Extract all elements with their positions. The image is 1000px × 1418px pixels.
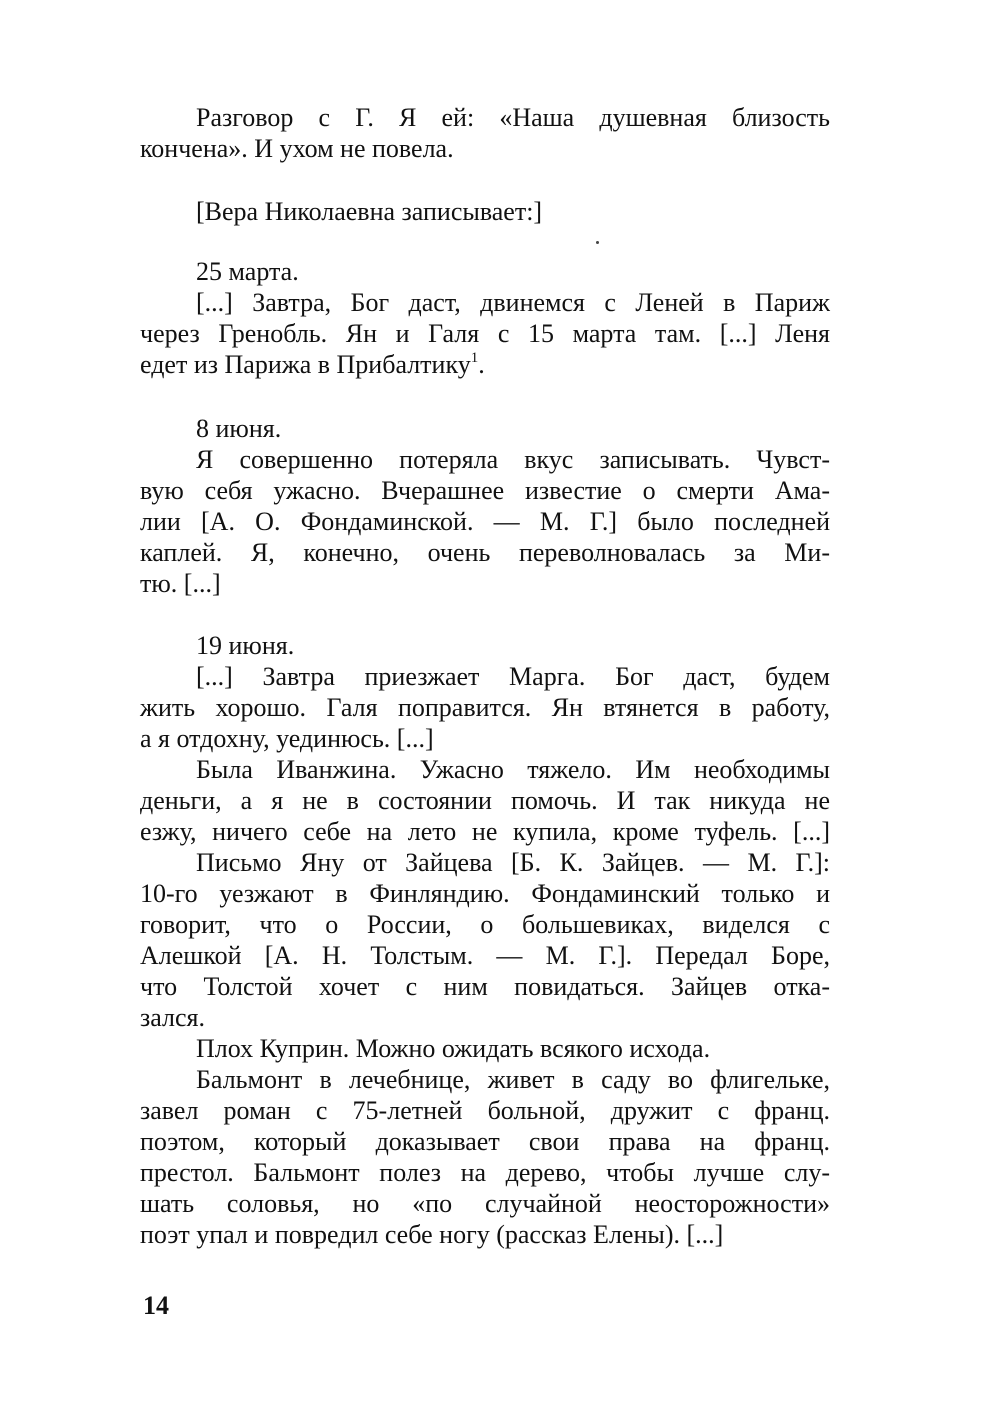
text-line: жить хорошо. Галя поправится. Ян втянется в работу,	[140, 693, 830, 722]
text-line: Я совершенно потеряла вкус записывать. Чувст-	[196, 445, 830, 474]
editorial-note	[140, 196, 830, 227]
text-line: говорит, что о России, о большевиках, виделся с	[140, 910, 830, 939]
text-line: [...] Завтра, Бог даст, двинемся с Леней в Париж	[196, 288, 830, 317]
entry-date: 25 марта.	[196, 257, 299, 286]
text-line: [Вера Николаевна записывает:]	[196, 197, 543, 226]
entry-date: 8 июня.	[196, 414, 282, 443]
text-line: Алешкой [А. Н. Толстым. — М. Г.]. Передал Боре,	[140, 941, 830, 970]
diary-entry-june-8	[140, 413, 830, 599]
text-line: каплей. Я, конечно, очень переволновалась за Ми-	[140, 538, 830, 567]
text-line: а я отдохну, уединюсь. [...]	[140, 724, 434, 753]
entry-date: 19 июня.	[196, 631, 295, 660]
text-line: завел роман с 75-летней больной, дружит с франц.	[140, 1096, 830, 1125]
text-line: Бальмонт в лечебнице, живет в саду во флигельке,	[196, 1065, 830, 1094]
text-line: лии [А. О. Фондаминской. — М. Г.] было последней	[140, 507, 830, 536]
text-line: [...] Завтра приезжает Марга. Бог даст, будем	[196, 662, 830, 691]
print-speck	[596, 241, 599, 244]
text-line: кончена». И ухом не повела.	[140, 134, 454, 163]
text-line: деньги, а я не в состоянии помочь. И так никуда не	[140, 786, 830, 815]
text-line: поэт упал и повредил себе ногу (рассказ Елены). [...]	[140, 1220, 724, 1249]
text-fragment: .	[478, 350, 485, 379]
text-line: тю. [...]	[140, 569, 221, 598]
text-line	[140, 349, 830, 380]
text-line: Плох Куприн. Можно ожидать всякого исхода.	[196, 1034, 711, 1063]
text-line: шать соловья, но «по случайной неосторожности»	[140, 1189, 830, 1218]
text-line: 10-го уезжают в Финляндию. Фондаминский только и	[140, 879, 830, 908]
text-fragment: едет из Парижа в Прибалтику	[140, 350, 471, 379]
diary-entry-march-25	[140, 256, 830, 380]
text-line: езжу, ничего себе на лето не купила, кроме туфель. [...]	[140, 817, 830, 846]
text-line: Была Иванжина. Ужасно тяжело. Им необходимы	[196, 755, 830, 784]
diary-entry-june-19	[140, 630, 830, 1250]
page-number: 14	[143, 1291, 169, 1320]
text-line: Разговор с Г. Я ей: «Наша душевная близость	[196, 103, 830, 132]
text-line: Письмо Яну от Зайцева [Б. К. Зайцев. — М. Г.]:	[196, 848, 830, 877]
footnote-marker: 1	[470, 350, 479, 366]
text-line: престол. Бальмонт полез на дерево, чтобы лучше слу-	[140, 1158, 830, 1187]
text-line: что Толстой хочет с ним повидаться. Зайцев отка-	[140, 972, 830, 1001]
text-line: через Гренобль. Ян и Галя с 15 марта там. [...] Леня	[140, 319, 830, 348]
text-line: вую себя ужасно. Вчерашнее известие о смерти Ама-	[140, 476, 830, 505]
paragraph-conversation	[140, 102, 830, 164]
text-line: поэтом, который доказывает свои права на франц.	[140, 1127, 830, 1156]
text-line: зался.	[140, 1003, 206, 1032]
